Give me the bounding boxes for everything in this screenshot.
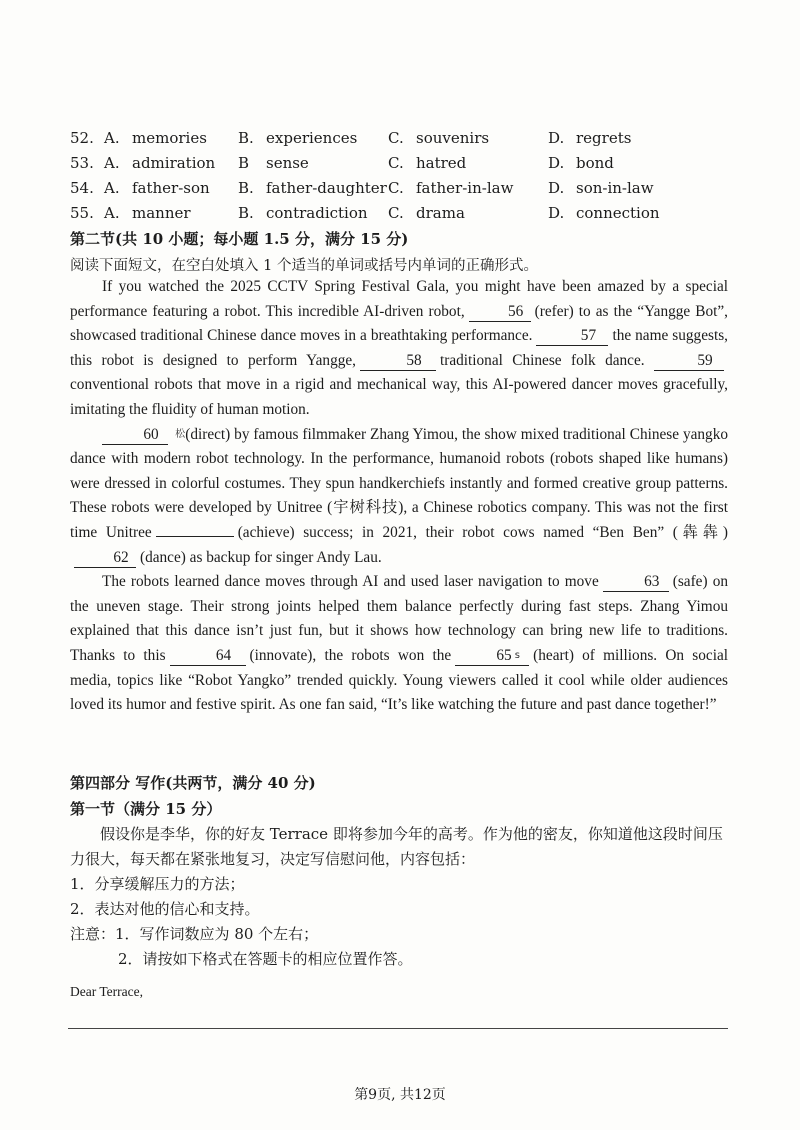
answer-line bbox=[68, 1028, 728, 1029]
option-a: manner bbox=[132, 204, 191, 222]
blank-56: 56 bbox=[469, 303, 531, 322]
option-letter-a: A. bbox=[104, 204, 120, 222]
option-letter-c: C. bbox=[388, 204, 404, 222]
option-letter-d: D. bbox=[548, 154, 565, 172]
blank-57: 57 bbox=[536, 327, 608, 346]
handwritten-mark: s bbox=[514, 649, 520, 661]
option-letter-c: C. bbox=[388, 154, 404, 172]
option-row-55 bbox=[70, 201, 750, 226]
task-note-2: 2．请按如下格式在答题卡的相应位置作答。 bbox=[118, 950, 413, 968]
blank-60: 60 bbox=[102, 426, 168, 445]
option-letter-d: D. bbox=[548, 179, 565, 197]
option-b: sense bbox=[266, 154, 309, 172]
option-letter-b: B. bbox=[238, 204, 254, 222]
option-d: regrets bbox=[576, 129, 632, 147]
option-letter-b: B. bbox=[238, 179, 254, 197]
option-b: contradiction bbox=[266, 204, 368, 222]
passage-text: If you watched the 2025 CCTV Spring Festival Gala, you might have been amazed by a special performance featuring a robot. This incredible AI-driven robot, bbox=[70, 278, 728, 320]
task-item-1: 1．分享缓解压力的方法； bbox=[70, 875, 245, 893]
option-letter-a: A. bbox=[104, 129, 120, 147]
option-c: father-in-law bbox=[416, 179, 514, 197]
page-footer: 第9页, 共12页 bbox=[354, 1087, 446, 1103]
option-row-52 bbox=[70, 126, 750, 151]
letter-salutation: Dear Terrace, bbox=[70, 984, 143, 999]
option-c: drama bbox=[416, 204, 465, 222]
section1-heading: 第一节（满分 15 分） bbox=[70, 800, 222, 818]
option-d: connection bbox=[576, 204, 660, 222]
question-number: 54. bbox=[70, 179, 94, 197]
passage-text: conventional robots that move in a rigid and mechanical way, this AI-powered dancer moves gracefully, imitating the fluidity of human motion. bbox=[70, 376, 728, 418]
passage-paragraph-3 bbox=[70, 570, 728, 718]
passage-text: (refer) to as the “Yangge Bot”, showcased traditional Chinese dance moves in a breathtaking performance. bbox=[70, 302, 729, 345]
passage-text: (innovate), the robots won the bbox=[249, 646, 452, 664]
handwritten-mark: 松 bbox=[175, 428, 186, 440]
option-row-54 bbox=[70, 176, 750, 201]
option-a: admiration bbox=[132, 154, 216, 172]
passage-text: the name suggests, this robot is designed to perform Yangge, bbox=[70, 327, 728, 369]
blank-65 bbox=[455, 647, 529, 666]
blank-64: 64 bbox=[170, 647, 246, 666]
section-heading: 第二节(共 10 小题；每小题 1.5 分，满分 15 分) bbox=[70, 230, 409, 248]
option-letter-a: A. bbox=[104, 179, 120, 197]
blank-59: 59 bbox=[654, 352, 724, 371]
option-row-53 bbox=[70, 151, 750, 176]
option-letter-a: A. bbox=[104, 154, 120, 172]
blank-61 bbox=[156, 536, 234, 537]
blank-58: 58 bbox=[360, 352, 436, 371]
option-letter-d: D. bbox=[548, 204, 565, 222]
blank-63: 63 bbox=[603, 573, 669, 592]
passage-text: (safe) on the uneven stage. Their strong joints helped them balance perfectly during fast steps. Zhang Yimou explained that this dance isn’t just fun, but it shows how technology can bring new life to traditions. Thanks to this bbox=[70, 573, 728, 664]
task-note-1: 注意：1．写作词数应为 80 个左右； bbox=[70, 925, 319, 943]
passage-text: The robots learned dance moves through AI and used laser navigation to move bbox=[102, 573, 599, 591]
blank-62: 62 bbox=[74, 549, 136, 568]
passage-text: traditional Chinese folk dance. bbox=[440, 351, 645, 369]
option-letter-b: B bbox=[238, 154, 250, 172]
option-c: hatred bbox=[416, 154, 467, 172]
passage-text: (achieve) success; in 2021, their robot cows named “Ben Ben” (犇犇) bbox=[237, 523, 728, 541]
part4-heading: 第四部分 写作(共两节，满分 40 分) bbox=[70, 774, 316, 792]
task-item-2: 2．表达对他的信心和支持。 bbox=[70, 900, 260, 918]
passage-paragraph-2 bbox=[70, 423, 728, 571]
option-b: father-daughter bbox=[266, 179, 387, 197]
section-instruction: 阅读下面短文，在空白处填入 1 个适当的单词或括号内单词的正确形式。 bbox=[70, 258, 538, 274]
question-number: 55. bbox=[70, 204, 94, 222]
passage-text: (dance) as backup for singer Andy Lau. bbox=[140, 548, 382, 566]
option-a: father-son bbox=[132, 179, 210, 197]
question-number: 52. bbox=[70, 129, 94, 147]
question-number: 53. bbox=[70, 154, 94, 172]
passage-text: (heart) of millions. On social media, topics like “Robot Yangko” trended quickly. Young viewers called it cool while older audiences loved its humor and festive spirit. As one fan said, “It’s like watching the future and past dance together!” bbox=[70, 646, 728, 714]
options-table bbox=[70, 126, 750, 226]
option-letter-c: C. bbox=[388, 129, 404, 147]
writing-task bbox=[70, 822, 730, 972]
option-d: son-in-law bbox=[576, 179, 654, 197]
option-d: bond bbox=[576, 154, 614, 172]
passage-text: (direct) by famous filmmaker Zhang Yimou, the show mixed traditional Chinese yangko dance with modern robot technology. In the performance, humanoid robots (robots shaped like humans) were dressed in colorful costumes. They spun handkerchiefs instantly and formed creative group patterns. These robots were developed by Unitree (宇树科技), a Chinese robotics company. This was not the first time Unitree bbox=[70, 425, 728, 541]
option-letter-b: B. bbox=[238, 129, 254, 147]
cloze-passage bbox=[70, 275, 728, 718]
passage-paragraph-1 bbox=[70, 275, 728, 423]
option-b: experiences bbox=[266, 129, 358, 147]
option-letter-d: D. bbox=[548, 129, 565, 147]
task-prompt: 假设你是李华，你的好友 Terrace 即将参加今年的高考。作为他的密友，你知道他这段时间压力很大，每天都在紧张地复习，决定写信慰问他，内容包括： bbox=[70, 825, 723, 868]
option-a: memories bbox=[132, 129, 207, 147]
blank-number: 65 bbox=[496, 646, 512, 664]
option-c: souvenirs bbox=[416, 129, 490, 147]
option-letter-c: C. bbox=[388, 179, 404, 197]
